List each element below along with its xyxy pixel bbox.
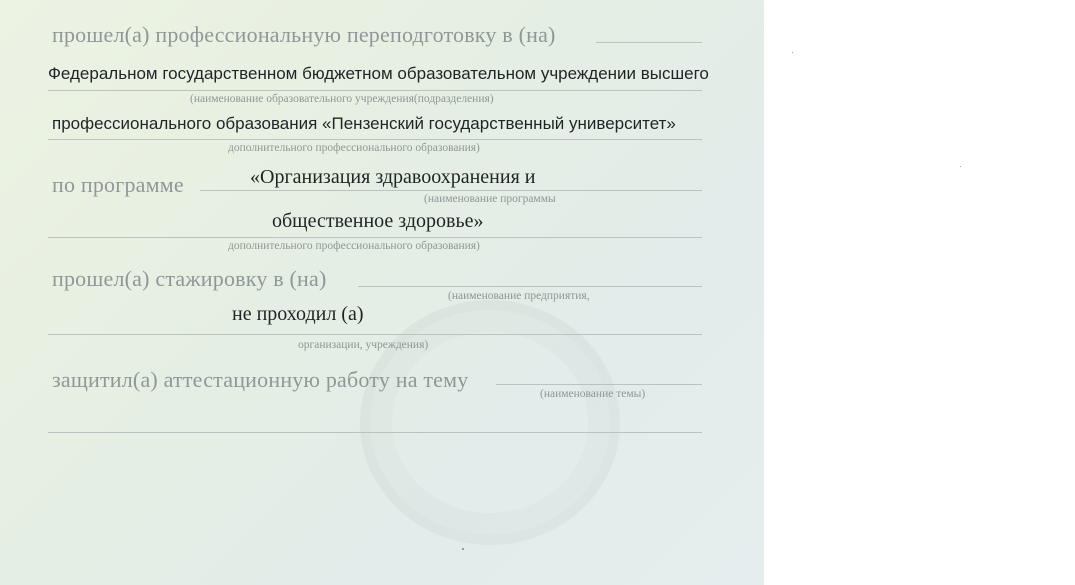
label-program: по программе <box>52 172 184 197</box>
label-retraining: прошел(а) профессиональную переподготовку в (на) <box>52 22 556 47</box>
underline-program-1 <box>200 190 702 191</box>
underline-thesis-1 <box>496 384 702 385</box>
seal-watermark <box>360 300 620 545</box>
hint-institution: (наименование образовательного учреждения(подразделения) <box>190 93 494 105</box>
program-line2: общественное здоровье» <box>272 210 484 232</box>
underline-internship-1 <box>358 286 702 287</box>
underline-thesis-2 <box>48 432 702 433</box>
underline-institution-2 <box>48 139 702 140</box>
underline-program-2 <box>48 237 702 238</box>
hint-enterprise: (наименование предприятия, <box>448 290 590 302</box>
hint-topic: (наименование темы) <box>540 388 646 400</box>
underline-retraining <box>596 42 702 43</box>
label-thesis: защитил(а) аттестационную работу на тему <box>52 367 469 392</box>
hint-organization: организации, учреждения) <box>298 339 429 351</box>
underline-institution-1 <box>48 90 702 91</box>
institution-line1: Федеральном государственном бюджетном образовательном учреждении высшего <box>48 64 709 83</box>
hint-additional-2: дополнительного профессионального образования) <box>228 240 480 252</box>
paper-speck <box>462 548 464 550</box>
internship-value: не проходил (а) <box>232 303 364 325</box>
underline-internship-2 <box>48 334 702 335</box>
label-internship: прошел(а) стажировку в (на) <box>52 266 327 291</box>
hint-additional-1: дополнительного профессионального образования) <box>228 142 480 154</box>
institution-line2: профессионального образования «Пензенский государственный университет» <box>52 114 676 133</box>
paper-speck <box>960 166 961 167</box>
hint-program: (наименование программы <box>424 193 556 205</box>
paper-speck <box>792 52 793 53</box>
program-line1: «Организация здравоохранения и <box>250 166 536 188</box>
